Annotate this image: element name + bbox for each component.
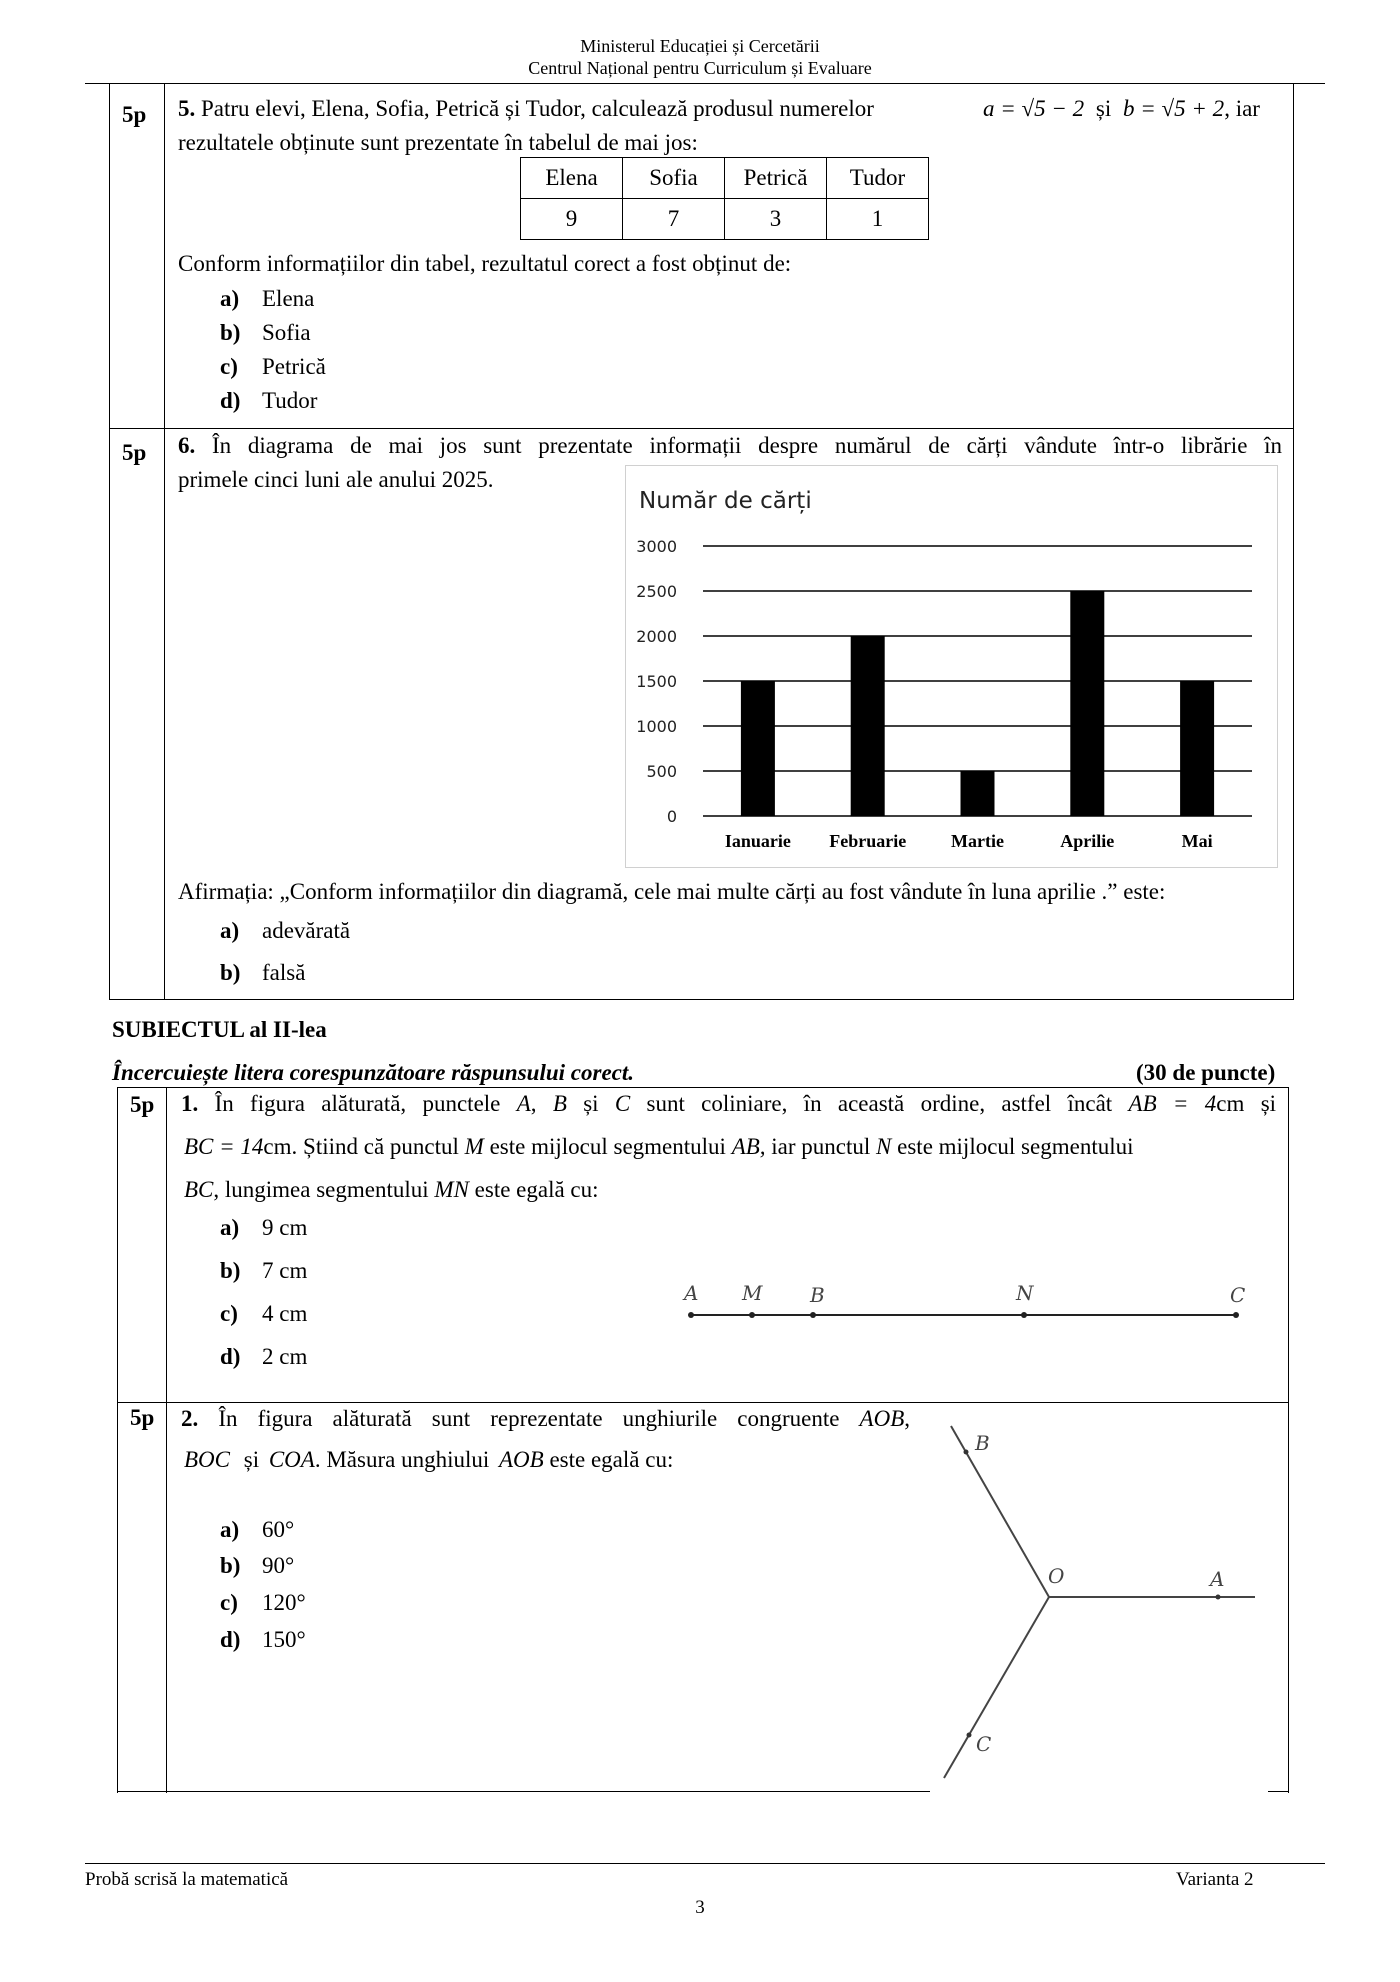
question-5-option-c[interactable]: c) Petrică — [220, 354, 326, 379]
formula-a: a = √5 − 2 — [983, 96, 1085, 121]
question-5-number: 5. — [178, 96, 196, 121]
point-b — [810, 1312, 816, 1318]
x-tick-label: Aprilie — [1060, 831, 1115, 851]
section-2-instruction: Încercuiește litera corespunzătoare răspunsului corect. — [112, 1060, 635, 1085]
question-6-points: 5p — [122, 440, 147, 465]
y-tick-label: 500 — [646, 762, 677, 781]
point-a-marker — [1216, 1595, 1221, 1600]
s2q1-number: 1. — [181, 1091, 199, 1116]
s2q2-line2: BOC și COA. Măsura unghiului AOB este egală cu: — [184, 1447, 674, 1472]
bar-mai — [1180, 681, 1214, 816]
section-2-question-1-points: 5p — [130, 1092, 155, 1117]
s2q2-option-d[interactable]: d) 150° — [220, 1627, 306, 1652]
y-tick-label: 1500 — [636, 672, 677, 691]
question-5-points: 5p — [122, 102, 147, 127]
results-table — [520, 157, 929, 240]
question-6-number: 6. — [178, 433, 196, 458]
bar-ianuarie — [741, 681, 775, 816]
table-cell: 3 — [725, 199, 827, 240]
page-number: 3 — [695, 1897, 705, 1918]
bar-februarie — [851, 636, 885, 816]
angle-label-a: A — [1210, 1567, 1225, 1591]
s2q2-number: 2. — [181, 1406, 199, 1431]
point-c-marker — [967, 1733, 972, 1738]
point-a — [688, 1312, 694, 1318]
label-a: A — [684, 1281, 699, 1305]
results-table-value-row — [521, 199, 929, 240]
label-c: C — [1230, 1283, 1246, 1307]
angles-figure — [930, 1420, 1270, 1780]
table-cell: Tudor — [827, 158, 929, 199]
y-tick-label: 1000 — [636, 717, 677, 736]
question-6-prompt: Afirmația: „Conform informațiilor din diagramă, cele mai multe cărți au fost vândute în luna aprilie .” este: — [178, 879, 1166, 904]
s2q1-line2: BC = 14cm. Știind că punctul M este mijlocul segmentului AB, iar punctul N este mijlocul segmentului — [184, 1134, 1134, 1159]
question-6-option-a[interactable]: a) adevărată — [220, 918, 351, 943]
x-tick-label: Mai — [1181, 831, 1213, 851]
question-6-option-b[interactable]: b) falsă — [220, 960, 306, 985]
angle-label-c: C — [976, 1732, 992, 1756]
chart-title: Număr de cărți — [639, 488, 812, 514]
y-tick-label: 0 — [666, 807, 677, 826]
point-b-marker — [964, 1450, 969, 1455]
question-5-option-d[interactable]: d) Tudor — [220, 388, 318, 413]
question-5-option-b[interactable]: b) Sofia — [220, 320, 311, 345]
y-tick-label: 2500 — [636, 582, 677, 601]
s2q1-option-c[interactable]: c) 4 cm — [220, 1301, 308, 1326]
table-cell: 9 — [521, 199, 623, 240]
s2q1-line3: BC, lungimea segmentului MN este egală cu: — [184, 1177, 599, 1202]
bar-martie — [961, 771, 995, 816]
question-5-line2: rezultatele obținute sunt prezentate în tabelul de mai jos: — [178, 130, 698, 155]
x-tick-label: Ianuarie — [724, 831, 791, 851]
label-m: M — [742, 1281, 763, 1305]
label-n: N — [1016, 1281, 1034, 1305]
s2q1-option-b[interactable]: b) 7 cm — [220, 1258, 308, 1283]
x-tick-label: Februarie — [829, 831, 907, 851]
y-tick-label: 3000 — [636, 537, 677, 556]
question-5-formulas — [983, 92, 1260, 126]
s2q2-option-b[interactable]: b) 90° — [220, 1553, 295, 1578]
point-n — [1021, 1312, 1027, 1318]
question-6-text-a: În diagrama de mai jos sunt prezentate informații despre numărul de cărți vândute într-o librărie în — [211, 433, 1282, 458]
results-table-header-row — [521, 158, 929, 199]
question-5-prompt: Conform informațiilor din tabel, rezultatul corect a fost obținut de: — [178, 251, 792, 276]
books-bar-chart — [625, 465, 1278, 868]
section-2-title: SUBIECTUL al II-lea — [112, 1017, 327, 1042]
table-cell: Elena — [521, 158, 623, 199]
angle-label-b: B — [975, 1431, 990, 1455]
question-5-option-a[interactable]: a) Elena — [220, 286, 315, 311]
angle-label-o: O — [1048, 1564, 1065, 1588]
footer-variant: Varianta 2 — [1176, 1869, 1254, 1890]
header-center: Centrul Național pentru Curriculum și Evaluare — [528, 58, 872, 78]
point-c — [1233, 1312, 1239, 1318]
table-cell: 1 — [827, 199, 929, 240]
collinear-points-figure — [670, 1270, 1270, 1340]
footer-rule — [85, 1863, 1325, 1864]
question-5-text-a: Patru elevi, Elena, Sofia, Petrică și Tudor, calculează produsul numerelor — [201, 96, 874, 121]
label-b: B — [810, 1283, 825, 1307]
s2q2-line1: 2. În figura alăturată sunt reprezentate unghiurile congruente AOB, — [181, 1406, 910, 1431]
footer-subject: Probă scrisă la matematică — [85, 1869, 289, 1890]
ray-oc — [944, 1597, 1049, 1778]
point-m — [749, 1312, 755, 1318]
s2q1-line1: 1. În figura alăturată, punctele A, B și C sunt coliniare, în această ordine, astfel încât AB = 4cm și — [181, 1091, 1277, 1116]
question-5-text-b: , iar — [1224, 96, 1260, 121]
s2q1-option-d[interactable]: d) 2 cm — [220, 1344, 308, 1369]
table-cell: Sofia — [623, 158, 725, 199]
section-2-points: (30 de puncte) — [1136, 1060, 1276, 1085]
header-ministry: Ministerul Educației și Cercetării — [580, 36, 820, 56]
table-cell: Petrică — [725, 158, 827, 199]
question-6-line2: primele cinci luni ale anului 2025. — [178, 467, 494, 492]
bar-aprilie — [1070, 591, 1104, 816]
s2q2-option-c[interactable]: c) 120° — [220, 1590, 306, 1615]
section-2-question-2-points: 5p — [130, 1405, 155, 1430]
question-5-line1 — [178, 92, 874, 126]
table-cell: 7 — [623, 199, 725, 240]
s2q2-option-a[interactable]: a) 60° — [220, 1517, 295, 1542]
formula-and: și — [1095, 96, 1112, 121]
s2q1-option-a[interactable]: a) 9 cm — [220, 1215, 308, 1240]
x-tick-label: Martie — [951, 831, 1004, 851]
question-6-line1 — [178, 429, 1282, 463]
formula-b: b = √5 + 2 — [1123, 96, 1225, 121]
y-tick-label: 2000 — [636, 627, 677, 646]
